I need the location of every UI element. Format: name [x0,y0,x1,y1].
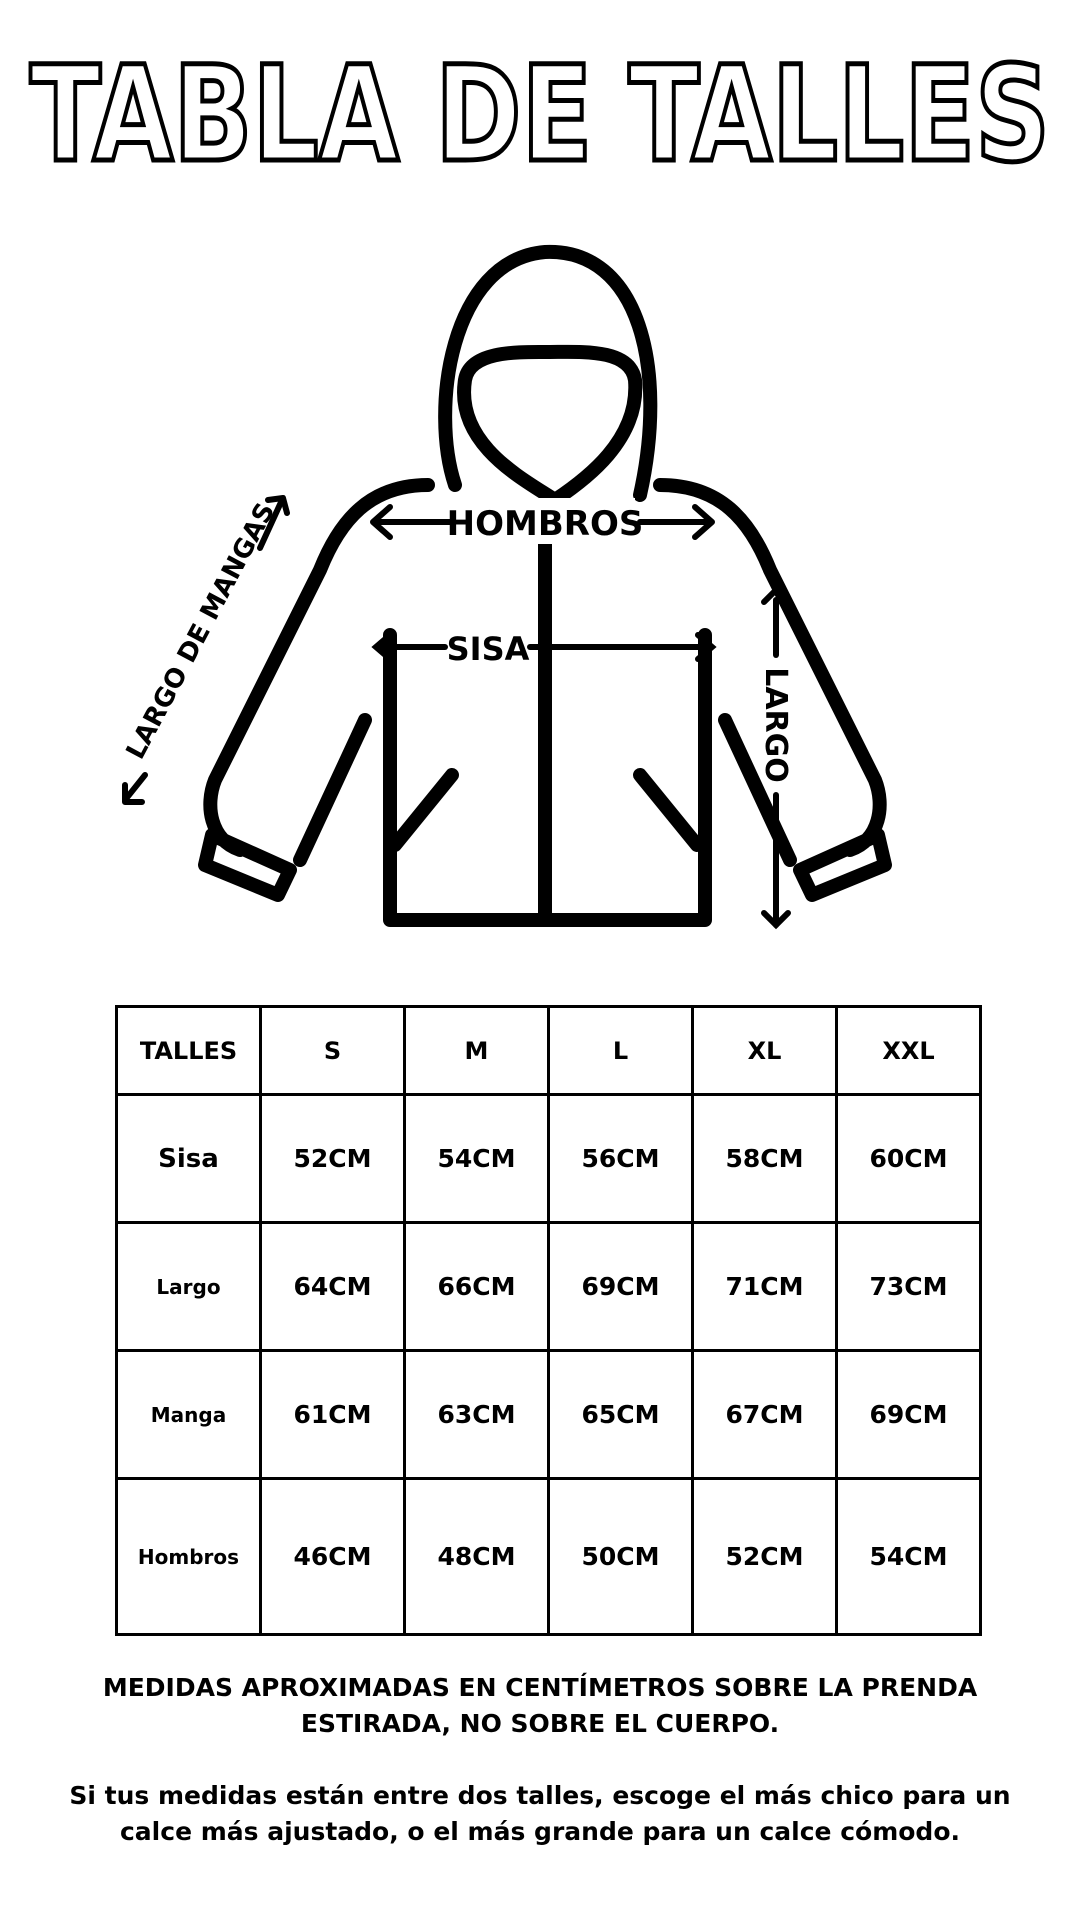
measurement-note-line-2: ESTIRADA, NO SOBRE EL CUERPO. [300,1709,780,1738]
table-cell: 66CM [405,1223,549,1351]
page-title [0,30,1080,190]
table-cell: 71CM [693,1223,837,1351]
header-size-xxl: XXL [837,1007,981,1095]
header-size-l: L [549,1007,693,1095]
table-row [117,1223,981,1351]
table-cell: 54CM [837,1479,981,1635]
sisa-label: SISA [446,630,530,668]
table-cell: 54CM [405,1095,549,1223]
hoodie-diagram [0,230,1080,950]
table-cell: 48CM [405,1479,549,1635]
size-advice-line-1: Si tus medidas están entre dos talles, escoge el más chico para un [69,1781,1011,1810]
row-label-hombros: Hombros [117,1479,261,1635]
table-cell: 50CM [549,1479,693,1635]
row-label-manga: Manga [117,1351,261,1479]
header-size-xl: XL [693,1007,837,1095]
table-cell: 65CM [549,1351,693,1479]
row-label-largo: Largo [117,1223,261,1351]
table-cell: 56CM [549,1095,693,1223]
row-label-sisa: Sisa [117,1095,261,1223]
measurement-note-line-1: MEDIDAS APROXIMADAS EN CENTÍMETROS SOBRE LA PRENDA [102,1673,978,1702]
hoodie-outline-icon [205,252,885,920]
table-cell: 64CM [261,1223,405,1351]
table-cell: 67CM [693,1351,837,1479]
table-row [117,1351,981,1479]
table-cell: 52CM [693,1479,837,1635]
measurement-note [60,1670,1020,1742]
hombros-label: HOMBROS [446,504,644,544]
table-cell: 63CM [405,1351,549,1479]
table-row [117,1095,981,1223]
header-talles: TALLES [117,1007,261,1095]
table-row [117,1479,981,1635]
table-cell: 60CM [837,1095,981,1223]
header-size-m: M [405,1007,549,1095]
mangas-label: LARGO DE MANGAS [120,498,282,765]
size-table [115,1005,982,1636]
table-cell: 69CM [549,1223,693,1351]
header-size-s: S [261,1007,405,1095]
largo-label: LARGO [758,667,793,783]
table-cell: 52CM [261,1095,405,1223]
table-cell: 61CM [261,1351,405,1479]
size-advice-note [60,1778,1020,1850]
table-cell: 46CM [261,1479,405,1635]
table-cell: 58CM [693,1095,837,1223]
table-header-row [117,1007,981,1095]
size-advice-line-2: calce más ajustado, o el más grande para un calce cómodo. [119,1817,960,1846]
page-title-text: TABLA DE TALLES [30,38,1050,190]
table-cell: 73CM [837,1223,981,1351]
table-cell: 69CM [837,1351,981,1479]
